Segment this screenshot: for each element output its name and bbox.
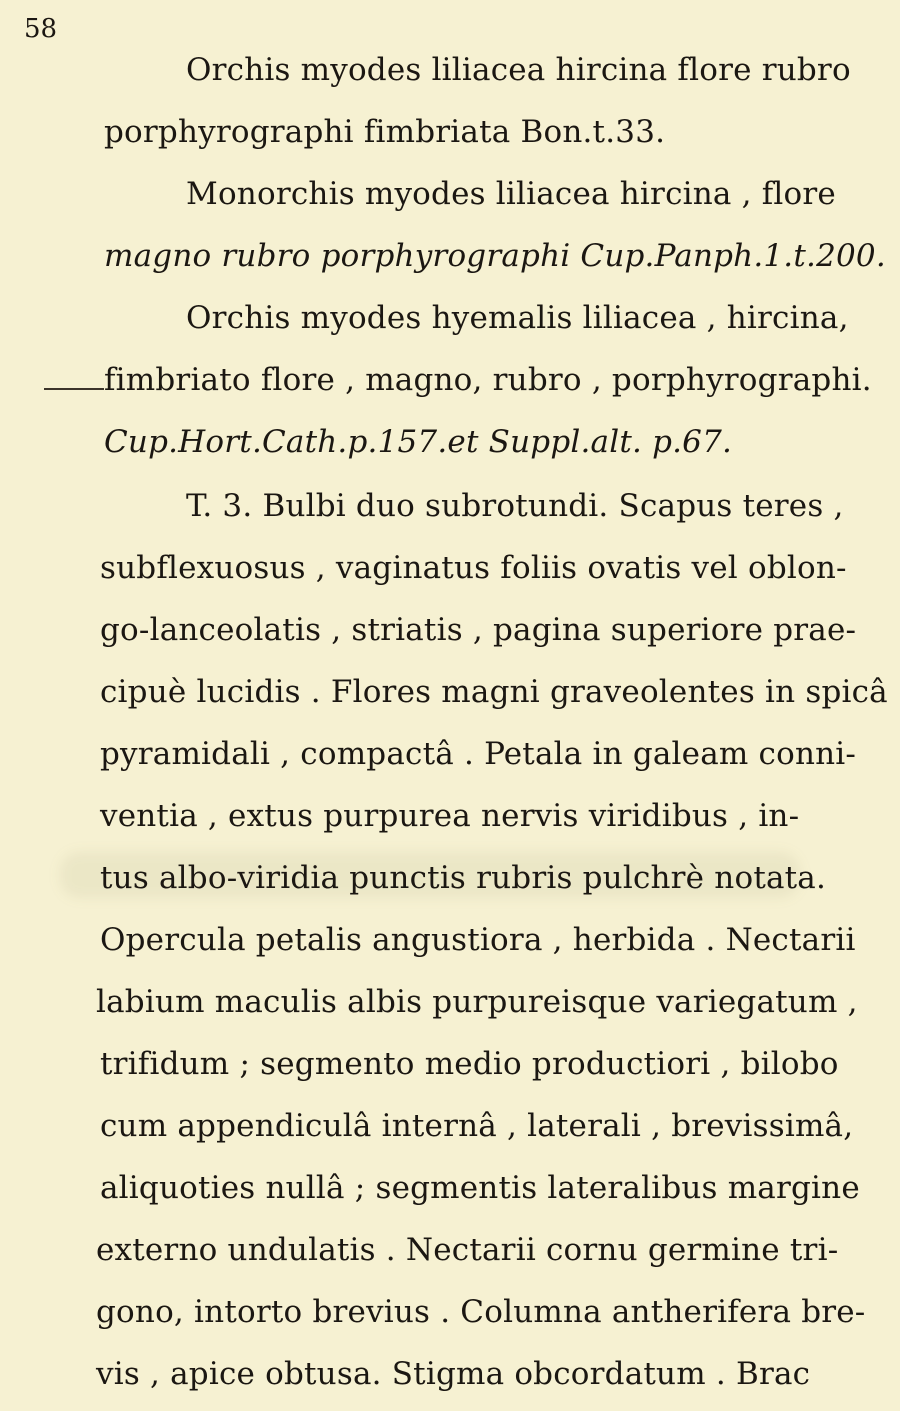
text-line: magno rubro porphyrographi Cup.Panph.1.t.200. [104, 238, 886, 274]
text-line: T. 3. Bulbi duo subrotundi. Scapus teres , [186, 488, 844, 524]
text-line: go-lanceolatis , striatis , pagina superiore prae- [100, 612, 857, 648]
text-line: vis , apice obtusa. Stigma obcordatum . Brac [96, 1356, 811, 1392]
text-line: fimbriato flore , magno, rubro , porphyrographi. [104, 362, 872, 398]
text-line: ventia , extus purpurea nervis viridibus , in- [100, 798, 800, 834]
text-line: Orchis myodes hyemalis liliacea , hircina, [186, 300, 849, 336]
text-line: labium maculis albis purpureisque variegatum , [96, 984, 858, 1020]
text-line: trifidum ; segmento medio productiori , bilobo [100, 1046, 839, 1082]
page-number: 58 [24, 14, 58, 44]
text-line: externo undulatis . Nectarii cornu germine tri- [96, 1232, 839, 1268]
text-line: cum appendiculâ internâ , laterali , brevissimâ, [100, 1108, 854, 1144]
text-line: tus albo-viridia punctis rubris pulchrè notata. [100, 860, 827, 896]
text-line: Orchis myodes liliacea hircina flore rubro [186, 52, 851, 88]
text-line: pyramidali , compactâ . Petala in galeam conni- [100, 736, 857, 772]
text-line: cipuè lucidis . Flores magni graveolentes in spicâ [100, 674, 888, 710]
margin-rule [44, 388, 104, 390]
text-line [104, 114, 665, 150]
text-line: subflexuosus , vaginatus foliis ovatis vel oblon- [100, 550, 847, 586]
text-line: gono, intorto brevius . Columna antherifera bre- [96, 1294, 866, 1330]
text-line: Cup.Hort.Cath.p.157.et Suppl.alt. p.67. [104, 424, 733, 460]
text-line: Opercula petalis angustiora , herbida . Nectarii [100, 922, 856, 958]
text-line-body: porphyrographi fimbriata Bon.t.33. [104, 114, 666, 150]
text-line: aliquoties nullâ ; segmentis lateralibus margine [100, 1170, 860, 1206]
text-line: Monorchis myodes liliacea hircina , flore [186, 176, 836, 212]
